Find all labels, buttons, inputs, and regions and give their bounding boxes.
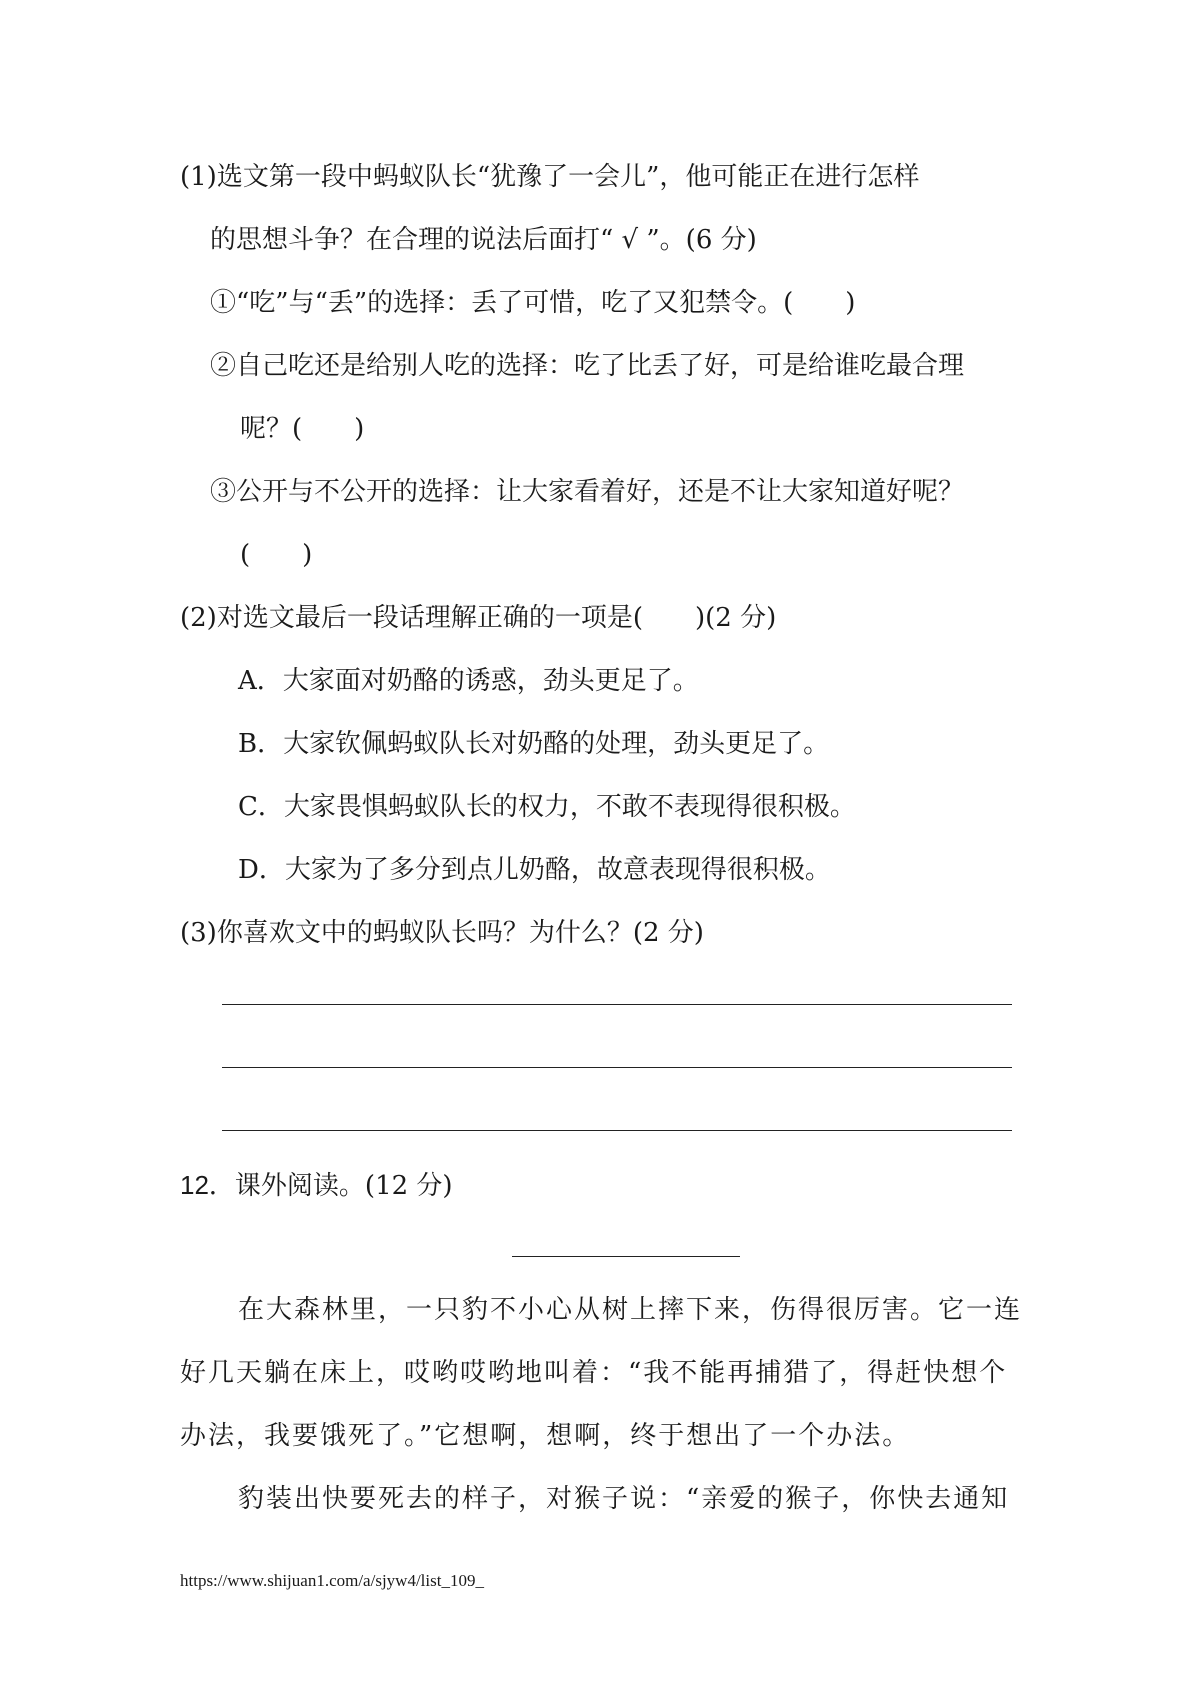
q1-option-2-line1: ②自己吃还是给别人吃的选择：吃了比丢了好，可是给谁吃最合理 — [210, 351, 965, 381]
answer-line-2 — [222, 1067, 1012, 1068]
q1-option-1: ①“吃”与“丢”的选择：丢了可惜，吃了又犯禁令。( ) — [210, 288, 856, 318]
q12-heading-text: ．课外阅读。(12 分) — [208, 1171, 453, 1201]
answer-line-1 — [222, 1004, 1012, 1005]
passage-p1-line3: 办法，我要饿死了。”它想啊，想啊，终于想出了一个办法。 — [180, 1421, 911, 1451]
q1-stem-line1: (1)选文第一段中蚂蚁队长“犹豫了一会儿”，他可能正在进行怎样 — [180, 162, 920, 192]
q1-stem-line2: 的思想斗争？在合理的说法后面打“ √ ”。(6 分) — [210, 225, 757, 255]
passage-title-blank — [512, 1256, 740, 1257]
q1-option-3-line1: ③公开与不公开的选择：让大家看着好，还是不让大家知道好呢？ — [210, 477, 965, 507]
passage-p1-line2: 好几天躺在床上，哎哟哎哟地叫着：“我不能再捕猎了，得赶快想个 — [180, 1358, 1008, 1388]
q12-number: 12 — [180, 1170, 209, 1200]
q3-stem: (3)你喜欢文中的蚂蚁队长吗？为什么？(2 分) — [180, 918, 704, 948]
q2-option-d: D．大家为了多分到点儿奶酪，故意表现得很积极。 — [238, 855, 831, 885]
footer-url[interactable]: https://www.shijuan1.com/a/sjyw4/list_109_ — [180, 1571, 484, 1590]
q2-option-a: A．大家面对奶酪的诱惑，劲头更足了。 — [238, 666, 699, 696]
passage-p1-line1: 在大森林里，一只豹不小心从树上摔下来，伤得很厉害。它一连 — [238, 1295, 1023, 1325]
q12-heading — [180, 1168, 453, 1203]
q2-stem: (2)对选文最后一段话理解正确的一项是( )(2 分) — [180, 603, 777, 633]
q1-option-3-line2: ( ) — [240, 540, 313, 570]
q2-option-c: C．大家畏惧蚂蚁队长的权力，不敢不表现得很积极。 — [238, 792, 856, 822]
q2-option-b: B．大家钦佩蚂蚁队长对奶酪的处理，劲头更足了。 — [238, 729, 830, 759]
q1-option-2-line2: 呢？( ) — [240, 414, 365, 444]
passage-p2-line1: 豹装出快要死去的样子，对猴子说：“亲爱的猴子，你快去通知 — [238, 1484, 1010, 1514]
answer-line-3 — [222, 1130, 1012, 1131]
